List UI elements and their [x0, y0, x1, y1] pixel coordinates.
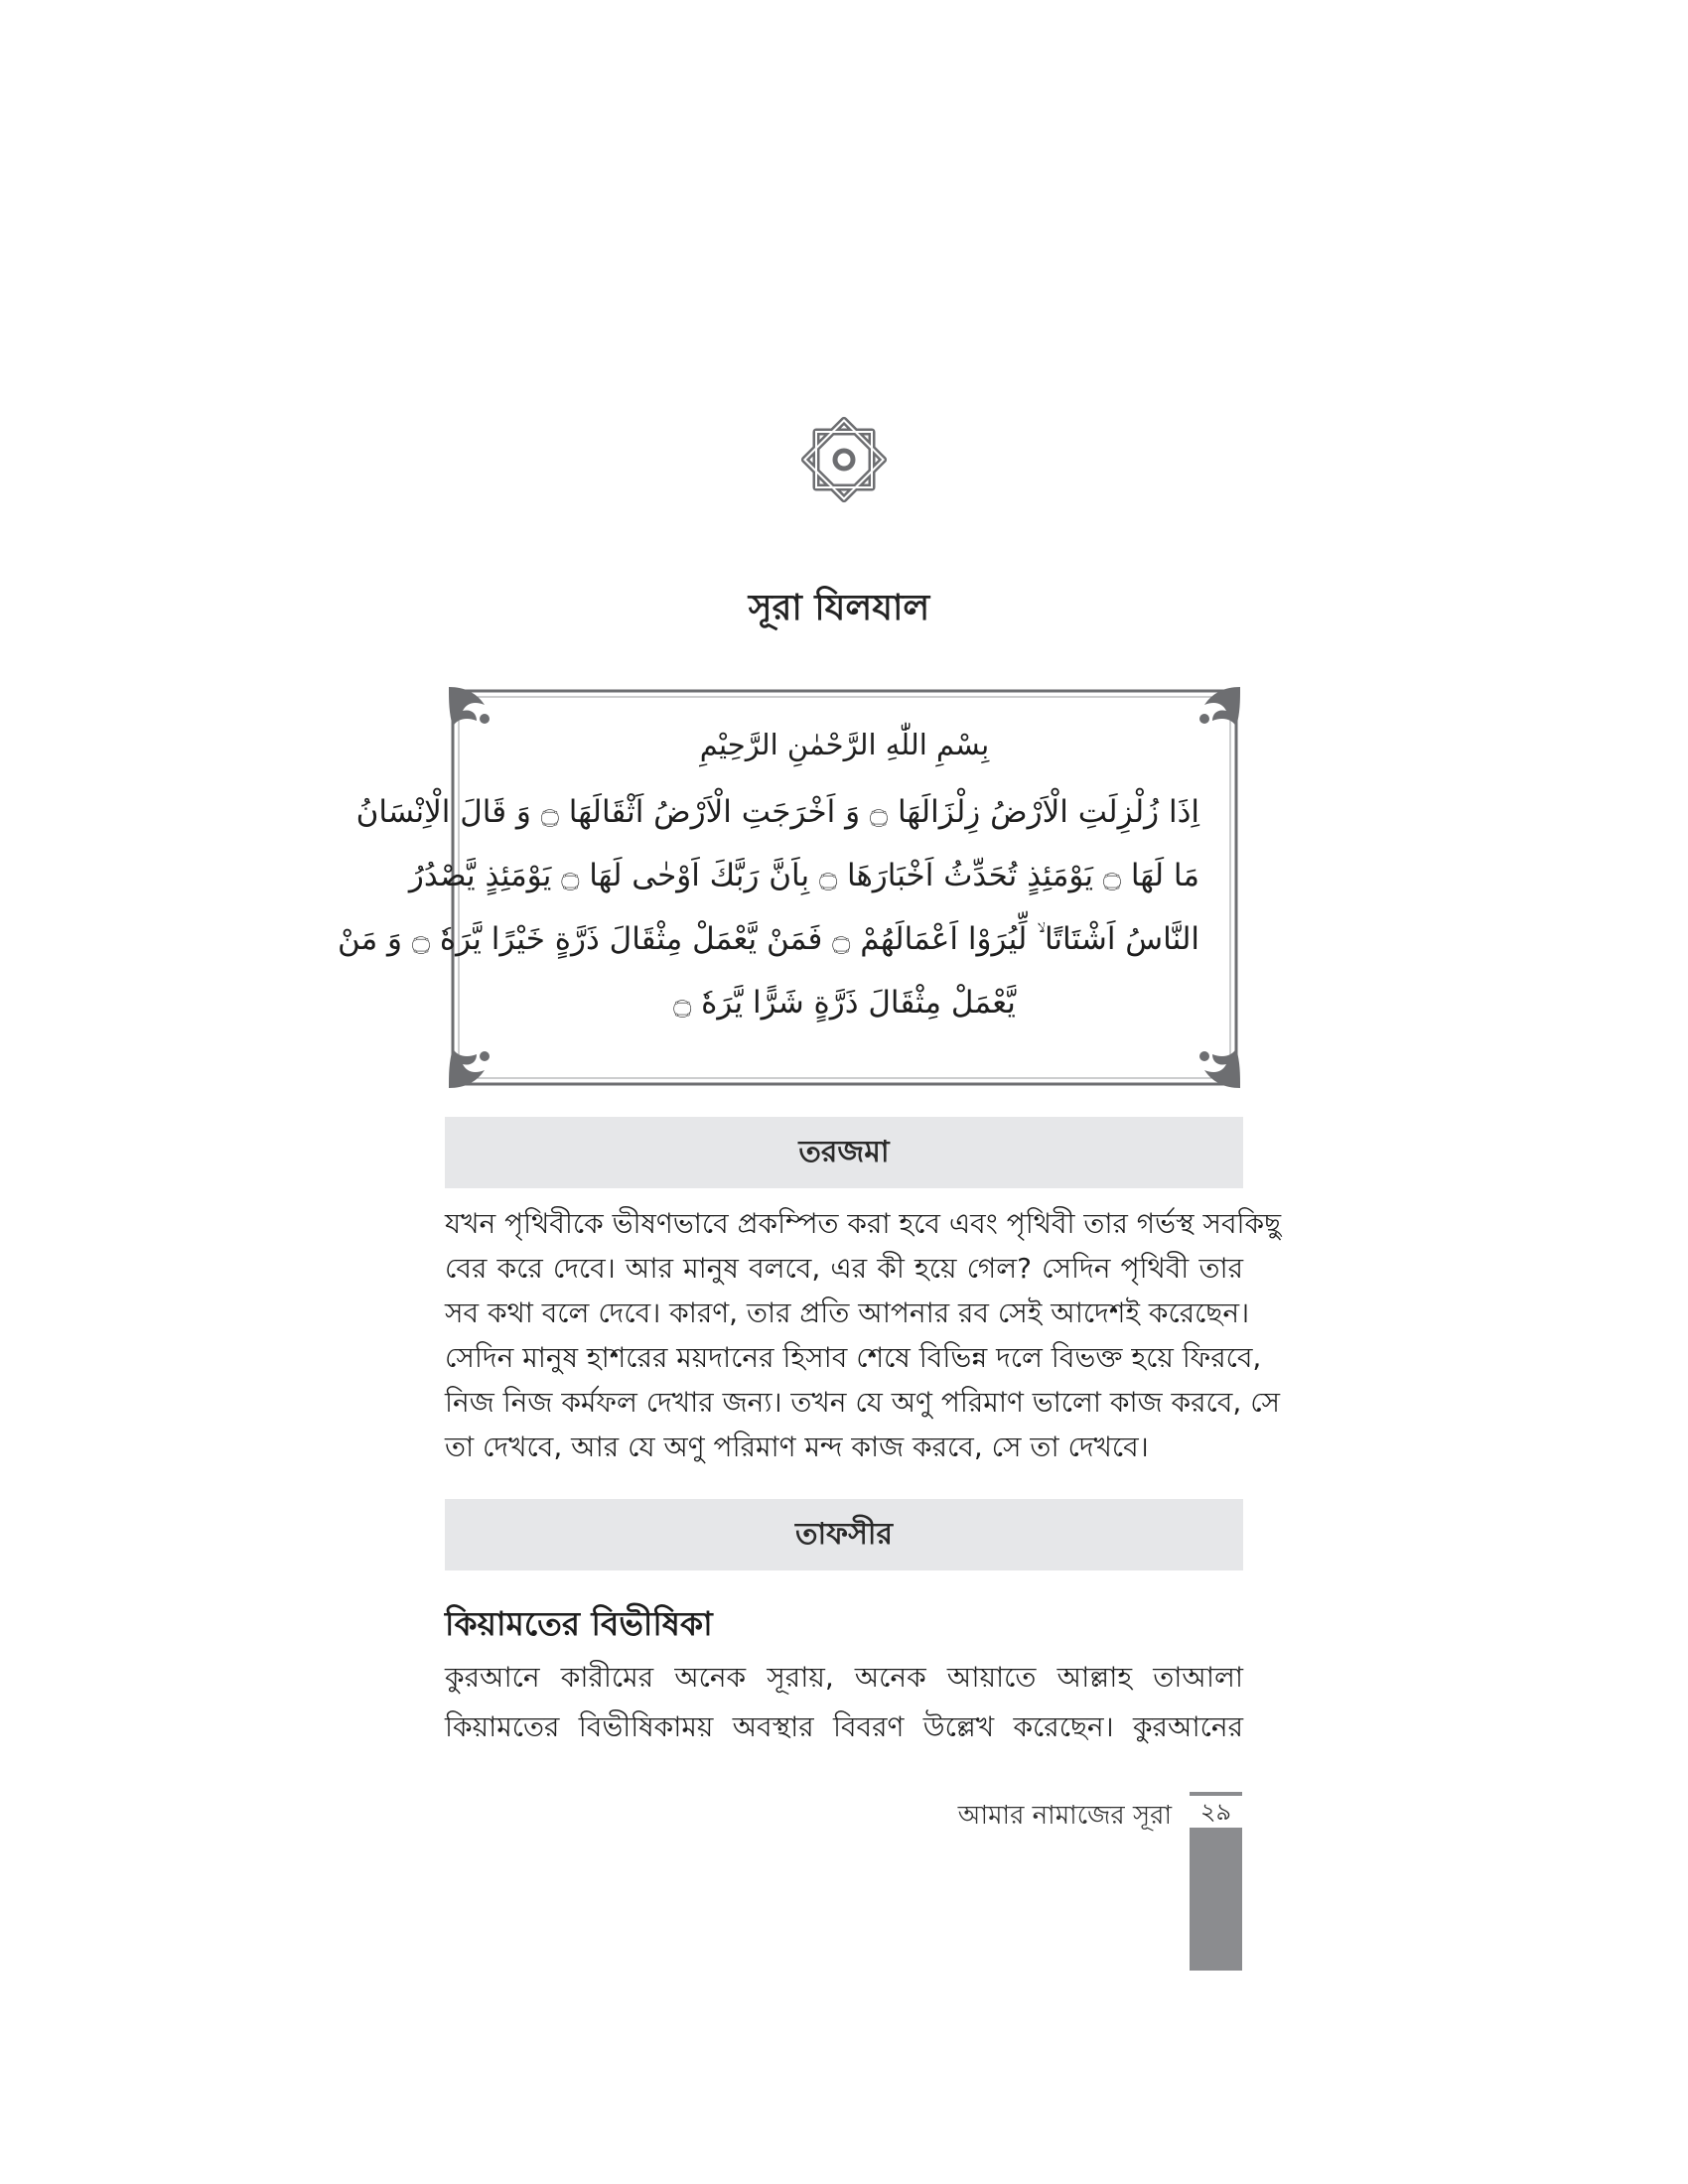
translation-heading: তরজমা	[445, 1117, 1243, 1188]
text-line: কিয়ামতের বিভীষিকাময় অবস্থার বিবরণ উল্লেখ করেছেন। কুরআনের	[445, 1710, 1243, 1743]
arabic-text-frame	[337, 683, 1244, 1092]
text-line: সব কথা বলে দেবে। কারণ, তার প্রতি আপনার রব সেই আদেশই করেছেন।	[445, 1297, 1250, 1329]
tafsir-paragraph	[445, 1653, 1243, 1752]
page-number-tab	[1190, 1792, 1242, 1971]
ayah-line: النَّاسُ اَشْتَاتًا ۙ لِّيُرَوْا اَعْمَالَهُمْ ۝ فَمَنْ يَّعْمَلْ مِثْقَالَ ذَرَّةٍ خَيْرًا يَّرَهٗ ۝ وَ مَنْ	[337, 921, 1199, 957]
ayah-line: مَا لَهَا ۝ يَوْمَئِذٍ تُحَدِّثُ اَخْبَارَهَا ۝ بِاَنَّ رَبَّكَ اَوْحٰى لَهَا ۝ يَوْمَئِذٍ يَّصْدُرُ	[408, 858, 1199, 893]
floral-corner-icon	[449, 1048, 490, 1088]
tab-bar	[1190, 1828, 1242, 1971]
ayah-line: يَّعْمَلْ مِثْقَالَ ذَرَّةٍ شَرًّا يَّرَهٗ ۝	[673, 985, 1016, 1021]
running-footer-title: আমার নামাজের সূরা	[957, 1801, 1172, 1831]
page-number: ২৯	[1190, 1796, 1242, 1828]
floral-corner-icon	[1199, 687, 1240, 727]
floral-corner-icon	[449, 687, 490, 727]
arabic-verses	[337, 723, 1199, 1034]
tafsir-heading: তাফসীর	[445, 1499, 1243, 1570]
translation-paragraph	[445, 1201, 1282, 1469]
surah-title: সূরা যিলযাল	[748, 588, 930, 628]
ayah-line: اِذَا زُلْزِلَتِ الْاَرْضُ زِلْزَالَهَا ۝ وَ اَخْرَجَتِ الْاَرْضُ اَثْقَالَهَا ۝ وَ قَالَ الْاِنْسَانُ	[355, 794, 1199, 830]
text-line: নিজ নিজ কর্মফল দেখার জন্য। তখন যে অণু পরিমাণ ভালো কাজ করবে, সে	[445, 1386, 1281, 1419]
text-line: তা দেখবে, আর যে অণু পরিমাণ মন্দ কাজ করবে, সে তা দেখবে।	[445, 1431, 1149, 1463]
tafsir-subheading: কিয়ামতের বিভীষিকা	[445, 1604, 713, 1643]
text-line: কুরআনে কারীমের অনেক সূরায়, অনেক আয়াতে আল্লাহ তাআলা	[445, 1661, 1243, 1694]
octagram-ornament-icon	[794, 410, 894, 509]
text-line: সেদিন মানুষ হাশরের ময়দানের হিসাব শেষে বিভিন্ন দলে বিভক্ত হয়ে ফিরবে,	[445, 1341, 1262, 1374]
bismillah: بِسْمِ اللّٰهِ الرَّحْمٰنِ الرَّحِيْمِ	[699, 728, 990, 761]
floral-corner-icon	[1199, 1048, 1240, 1088]
text-line: বের করে দেবে। আর মানুষ বলবে, এর কী হয়ে গেল? সেদিন পৃথিবী তার	[445, 1252, 1243, 1285]
text-line: যখন পৃথিবীকে ভীষণভাবে প্রকম্পিত করা হবে এবং পৃথিবী তার গর্ভস্থ সবকিছু	[445, 1207, 1282, 1240]
